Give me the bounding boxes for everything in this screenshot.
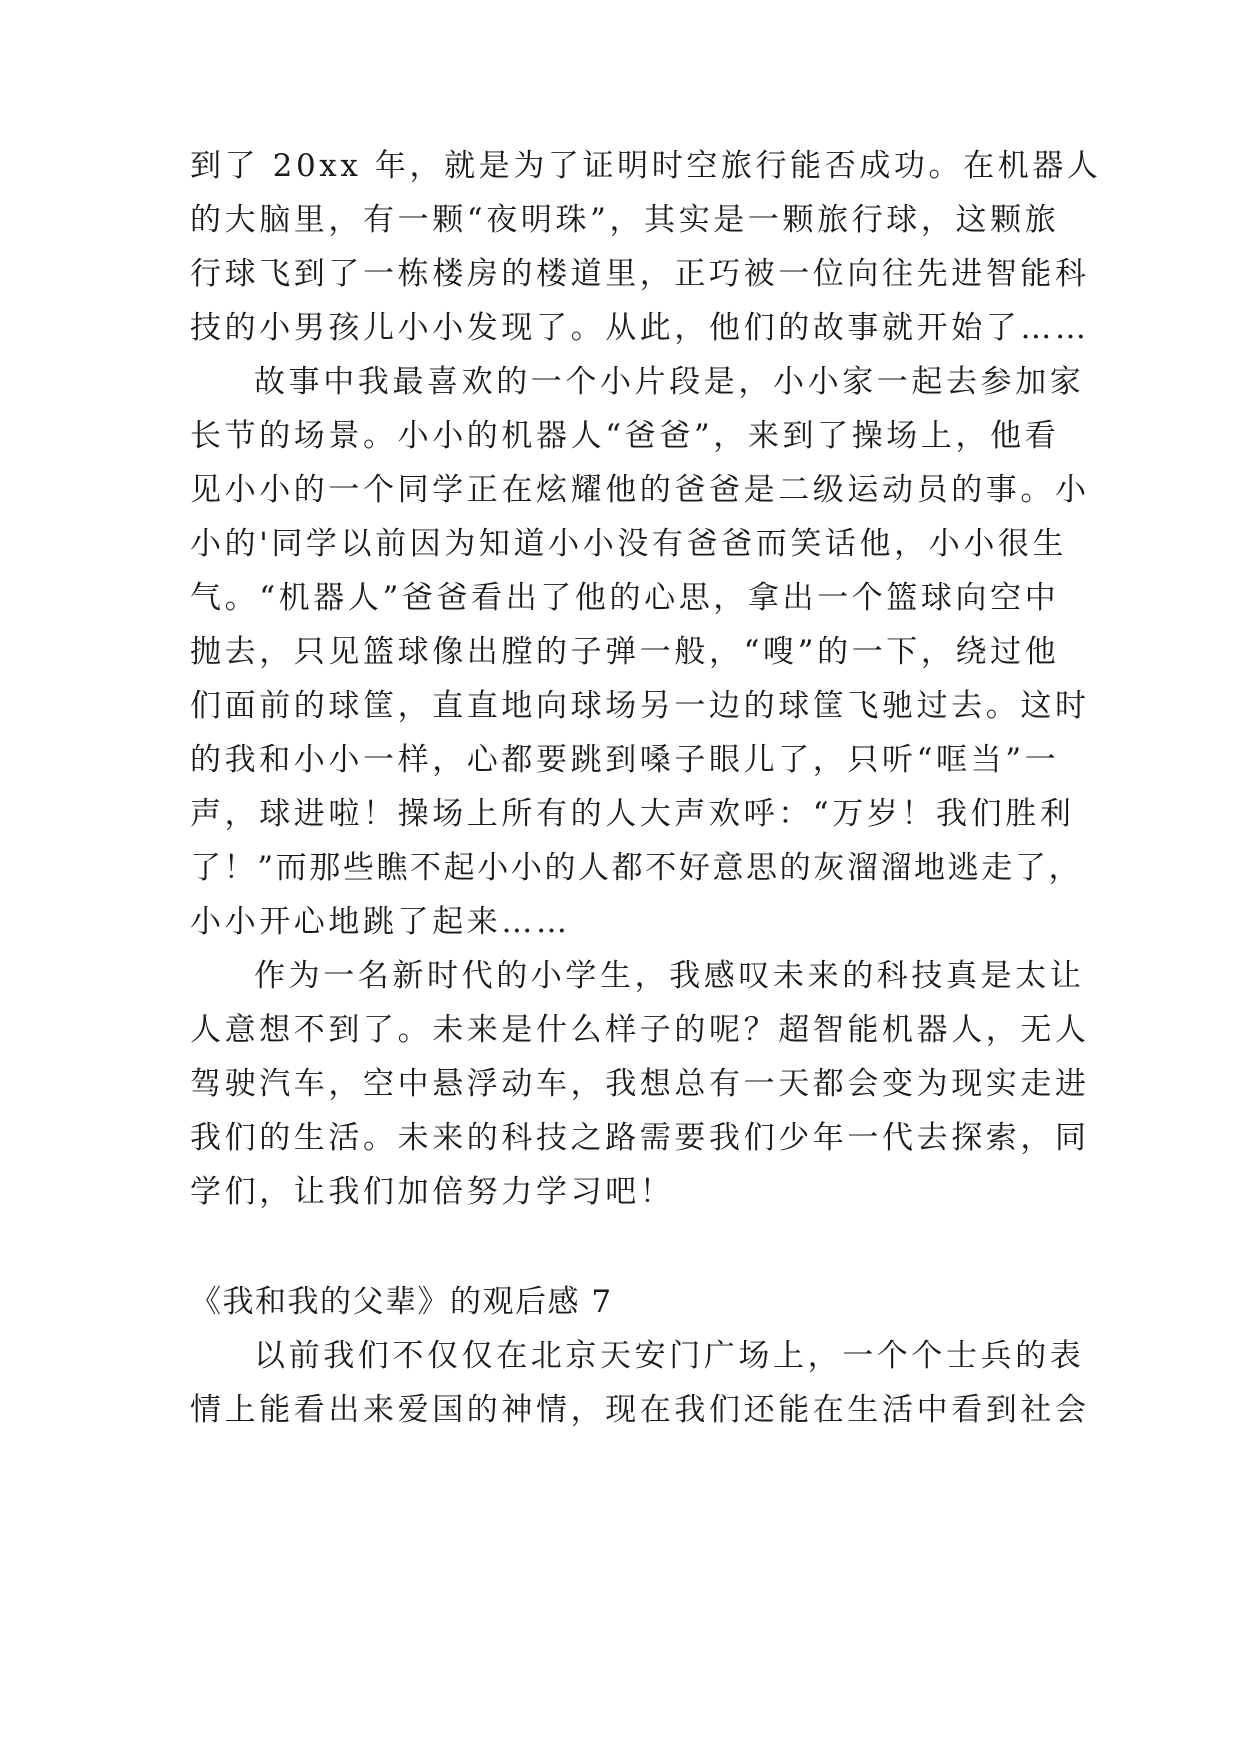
paragraph-3-line-2: 人意想不到了。未来是什么样子的呢？超智能机器人，无人 <box>190 1012 1090 1048</box>
paragraph-2-line-6: 抛去，只见篮球像出膛的子弹一般，“嗖”的一下，绕过他 <box>190 634 1060 670</box>
paragraph-3-line-5: 学们，让我们加倍努力学习吧！ <box>190 1174 675 1210</box>
paragraph-1-line-2: 的大脑里，有一颗“夜明珠”，其实是一颗旅行球，这颗旅 <box>190 202 1060 238</box>
paragraph-2-line-8: 的我和小小一样，心都要跳到嗓子眼儿了，只听“哐当”一 <box>190 742 1060 778</box>
paragraph-2-line-5: 气。“机器人”爸爸看出了他的心思，拿出一个篮球向空中 <box>190 580 1060 616</box>
paragraph-3-line-4: 我们的生活。未来的科技之路需要我们少年一代去探索，同 <box>190 1120 1090 1156</box>
paragraph-2-line-4: 小的'同学以前因为知道小小没有爸爸而笑话他，小小很生 <box>190 526 1068 562</box>
paragraph-4-line-1: 以前我们不仅仅在北京天安门广场上，一个个士兵的表 <box>254 1338 1085 1374</box>
paragraph-4-line-2: 情上能看出来爱国的神情，现在我们还能在生活中看到社会 <box>190 1392 1090 1428</box>
paragraph-3-line-1: 作为一名新时代的小学生，我感叹未来的科技真是太让 <box>254 958 1085 994</box>
paragraph-1-line-3: 行球飞到了一栋楼房的楼道里，正巧被一位向往先进智能科 <box>190 256 1090 292</box>
paragraph-2-line-11: 小小开心地跳了起来…… <box>190 904 571 940</box>
paragraph-2-line-3: 见小小的一个同学正在炫耀他的爸爸是二级运动员的事。小 <box>190 472 1090 508</box>
paragraph-1-line-4: 技的小男孩儿小小发现了。从此，他们的故事就开始了…… <box>190 310 1090 346</box>
paragraph-2-line-2: 长节的场景。小小的机器人“爸爸”，来到了操场上，他看 <box>190 418 1060 454</box>
paragraph-1-line-1: 到了 20xx 年，就是为了证明时空旅行能否成功。在机器人 <box>190 148 1102 184</box>
paragraph-2-line-10: 了！”而那些瞧不起小小的人都不好意思的灰溜溜地逃走了， <box>190 850 1083 886</box>
paragraph-2-line-7: 们面前的球筐，直直地向球场另一边的球筐飞驰过去。这时 <box>190 688 1090 724</box>
paragraph-2-line-9: 声，球进啦！操场上所有的人大声欢呼：“万岁！我们胜利 <box>190 796 1075 832</box>
section-heading: 《我和我的父辈》的观后感 7 <box>190 1284 613 1320</box>
paragraph-3-line-3: 驾驶汽车，空中悬浮动车，我想总有一天都会变为现实走进 <box>190 1066 1090 1102</box>
paragraph-2-line-1: 故事中我最喜欢的一个小片段是，小小家一起去参加家 <box>254 364 1085 400</box>
